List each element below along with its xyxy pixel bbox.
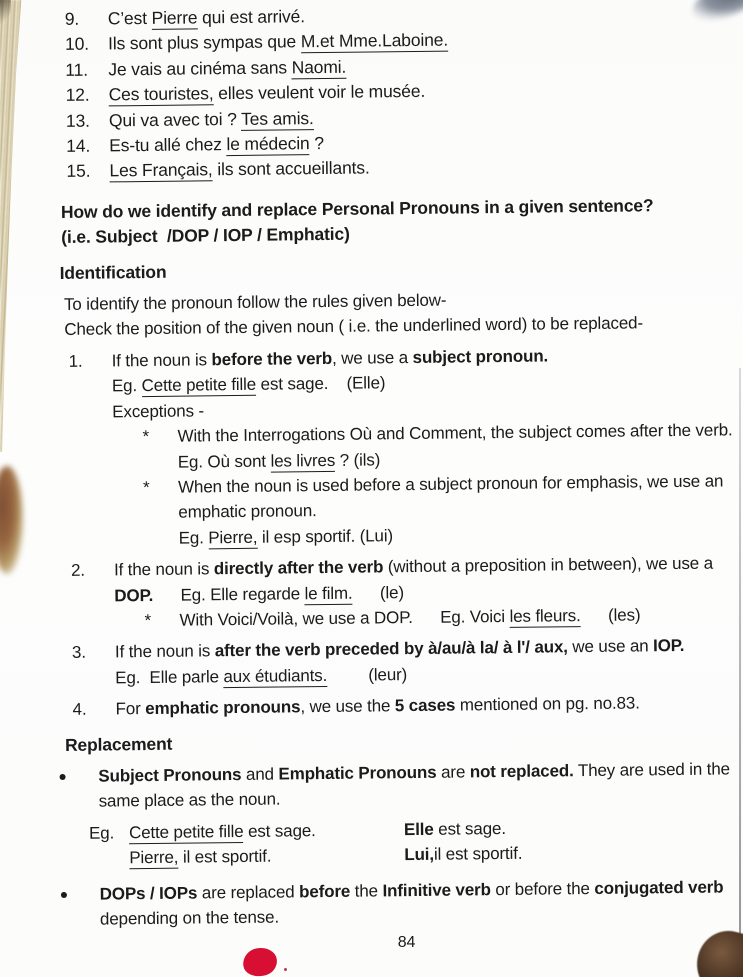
text-segment: ils sont accueillants. [212,157,370,180]
bold-text-segment: before the verb [211,348,333,370]
list-marker: 4. [72,699,87,720]
underlined-text-segment: Les Français, [109,159,213,181]
list-marker: 11. [65,59,89,80]
text-segment: To identify the pronoun follow the rules given below- [63,290,447,315]
underlined-text-segment: Cette petite fille [128,821,244,843]
list-marker: ● [58,767,67,785]
text-segment: Eg. Où sont [177,451,271,472]
text-segment: Identification [59,261,167,283]
underlined-text-segment: Pierre [151,7,198,28]
subsection-replacement [3,725,743,759]
text-segment: How do we identify and replace Personal Pronouns in a given sentence? [60,195,654,222]
bold-text-segment: 5 cases [394,695,456,716]
text-segment: are [436,762,470,782]
bold-text-segment: Subject Pronouns [98,764,242,786]
list-marker: 15. [66,161,91,182]
bold-text-segment: Emphatic Pronouns [278,762,437,784]
text-segment: , we use the [300,696,395,717]
list-marker: * [142,477,150,497]
bold-text-segment: Lui, [404,844,435,865]
text-segment: Eg. Elle parle [115,666,224,688]
text-segment: , we use a [331,347,413,368]
text-segment: and [241,764,279,784]
list-marker: ● [59,885,69,902]
text-segment: They are used in the [573,759,730,781]
underlined-text-segment: les fleurs. [509,606,581,626]
underlined-text-segment: les livres [270,450,336,471]
text-segment: Eg. [178,528,209,548]
bold-text-segment: before [298,881,351,901]
list-marker: 12. [65,84,90,106]
subsection-identification [0,253,741,287]
list-marker: 10. [64,34,90,55]
list-marker: 9. [64,8,80,29]
text-segment: Eg. Elle regarde [152,583,305,605]
text-segment: depending on the tense. [99,907,280,929]
example-label: Eg. [88,823,115,843]
text-segment: il est sportif. [433,843,523,864]
bold-text-segment: Elle [403,819,434,839]
underlined-text-segment: Pierre, [129,847,179,868]
example-replacement [404,841,522,868]
underlined-text-segment: Pierre, [208,527,258,548]
text-segment: est sage. [243,820,316,841]
text-segment: (without a preposition in between), we use a [383,553,714,577]
bold-text-segment: not replaced. [469,761,574,782]
text-segment: ? [309,133,324,154]
list-marker: 1. [68,351,83,371]
bold-text-segment: DOP. [114,585,154,605]
red-ink-speck [284,968,287,971]
underlined-text-segment: Tes amis. [241,107,314,129]
underlined-text-segment: Naomi. [291,56,347,78]
bold-text-segment: subject pronoun. [412,346,549,367]
underlined-text-segment: Cette petite fille [141,375,257,396]
text-segment: Exceptions - [112,401,205,422]
text-segment: emphatic pronoun. [178,501,317,522]
bold-text-segment: conjugated verb [594,877,724,898]
example-replacement [404,816,506,843]
underlined-text-segment: M.et Mme.Laboine. [300,29,449,52]
text-segment: il esp sportif. (Lui) [257,525,394,547]
text-segment: (le) [352,582,405,603]
text-segment: qui est arrivé. [197,6,306,28]
text-segment: When the noun is used before a subject pronoun for emphasis, we use an [177,471,724,497]
rule-4 [2,689,743,723]
text-segment: Qui va avec toi ? [108,108,242,131]
underlined-text-segment: le médecin [226,133,310,155]
text-segment: C’est [107,7,152,29]
text-segment: est sage. [433,818,506,839]
text-segment: (i.e. Subject /DOP / IOP / Emphatic) [61,223,350,248]
text-segment: the [350,880,383,901]
text-segment: il est sportif. [178,846,272,867]
text-segment: Replacement [64,733,173,755]
list-marker: * [144,610,152,630]
text-segment: With the Interrogations Où and Comment, the subject comes after the verb. [177,420,733,446]
text-segment: elles veulent voir le musée. [213,81,426,104]
bold-text-segment: IOP. [652,636,685,656]
text-segment: For [115,699,146,719]
text-segment: we use an [567,636,654,657]
list-marker: 3. [71,643,86,663]
underlined-text-segment: Ces touristes, [108,83,214,105]
text-segment: same place as the noun. [98,789,281,811]
text-segment: With Voici/Voilà, we use a DOP. Eg. Voici [179,606,510,630]
bold-text-segment: directly after the verb [213,557,384,579]
example-label [89,845,129,871]
bold-text-segment: DOPs / IOPs [99,883,198,904]
text-segment: are replaced [197,881,300,903]
bold-text-segment: emphatic pronouns [145,697,301,719]
text-segment: (leur) [327,664,408,685]
text-segment: Es-tu allé chez [109,134,227,156]
text-segment: mentioned on pg. no.83. [455,693,640,715]
text-segment: ? (ils) [335,449,381,470]
text-segment: If the noun is [114,641,215,662]
underlined-text-segment: le film. [304,583,353,603]
bold-text-segment: Infinitive verb [382,879,491,900]
text-segment: Check the position of the given noun ( i.e. the underlined word) to be replaced- [64,313,644,340]
text-segment: Je vais au cinéma sans [108,57,292,80]
list-marker: 13. [65,110,90,131]
list-marker: 2. [70,560,86,581]
text-segment: If the noun is [113,559,214,580]
page-number: 84 [397,934,416,951]
text-segment: If the noun is [111,350,212,371]
text-segment: Eg. [111,376,142,396]
list-marker: * [142,427,150,447]
list-marker: 14. [66,135,91,156]
text-segment: Ils sont plus sympas que [107,31,301,54]
underlined-text-segment: aux étudiants. [223,665,328,686]
text-segment: est sage. (Elle) [255,373,386,395]
bold-text-segment: after the verb preceded by à/au/à la/ à l'/ aux, [214,637,568,661]
text-segment: (les) [580,605,641,626]
text-segment: or before the [490,878,595,899]
